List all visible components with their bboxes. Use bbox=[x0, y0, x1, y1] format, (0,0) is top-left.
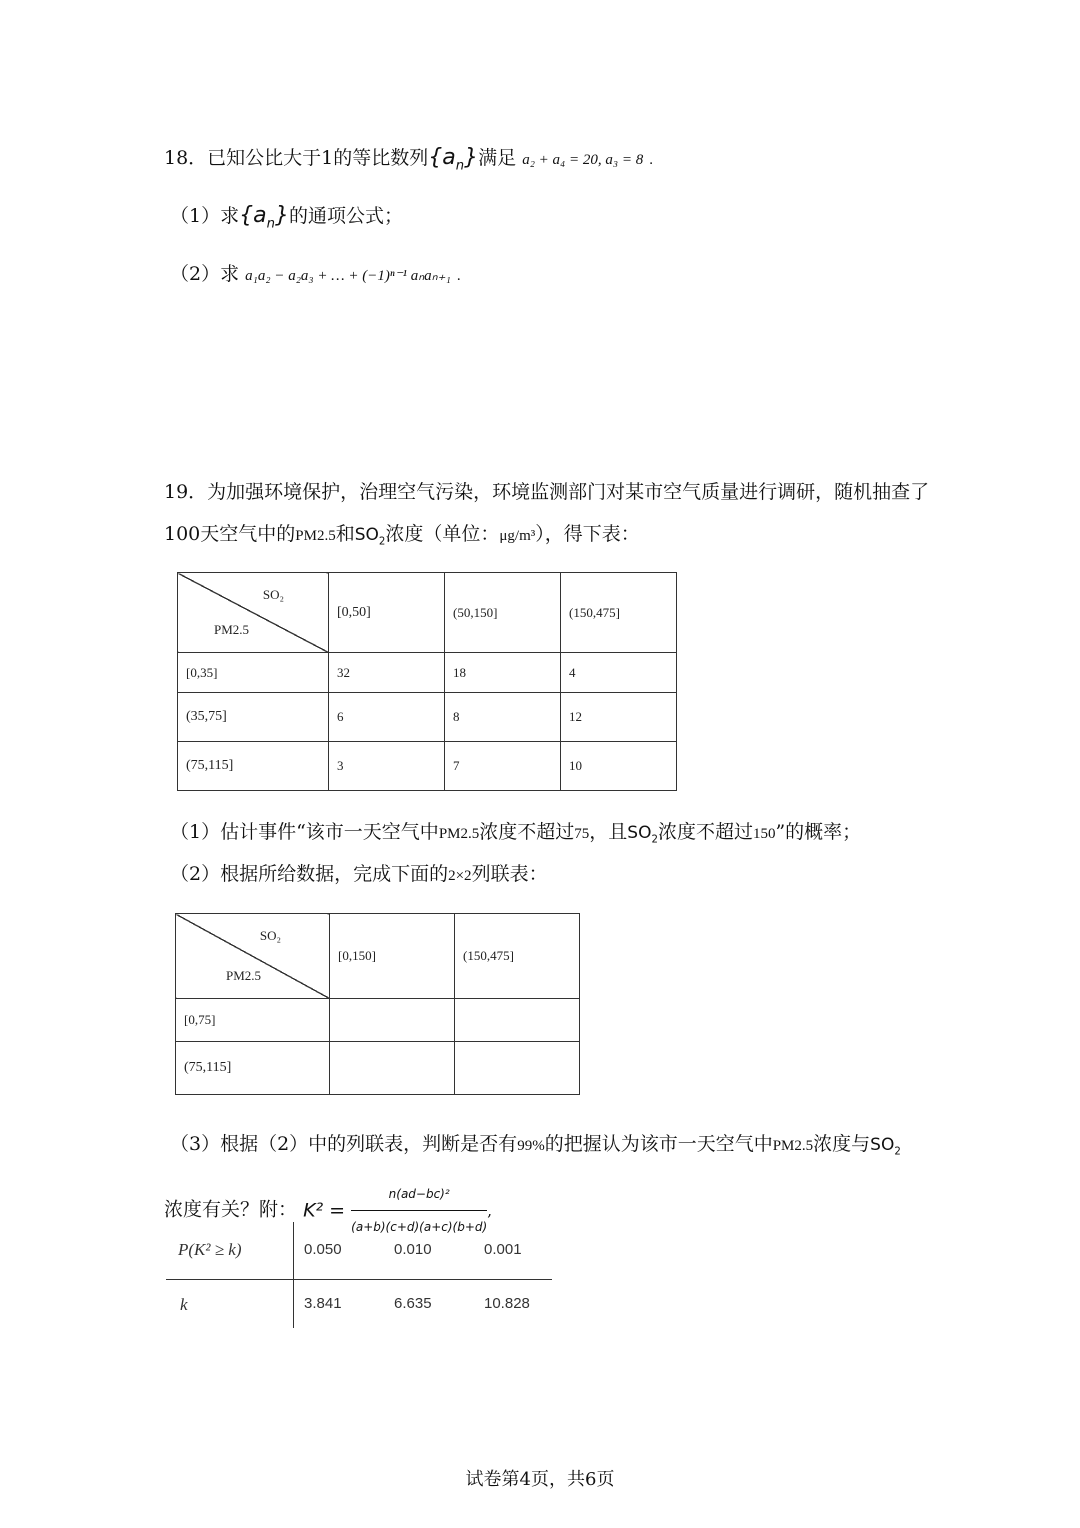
table1-cell: 3 bbox=[329, 742, 445, 791]
ptable-cell: 10.828 bbox=[484, 1295, 530, 1312]
q18-p1-seq: $\{a_n\}$ bbox=[239, 203, 289, 232]
table2-col-header: (150,475] bbox=[455, 914, 580, 999]
so2-label: $SO_2$ bbox=[354, 525, 386, 548]
q18-part1: （1）求$\{a_n\}$的通项公式； bbox=[170, 203, 403, 232]
table1-cell: 10 bbox=[561, 742, 677, 791]
table-row bbox=[176, 1042, 580, 1095]
table1-col-header: (50,150] bbox=[445, 573, 561, 653]
q19-part1: （1）估计事件“该市一天空气中PM2.5浓度不超过75，且$SO_2$浓度不超过150”的概率； bbox=[170, 821, 862, 846]
table-row bbox=[176, 999, 580, 1042]
table2-cell-empty[interactable] bbox=[330, 999, 455, 1042]
table1-corner: SO₂ PM2.5 bbox=[178, 573, 329, 653]
ptable-cell: 0.050 bbox=[304, 1241, 342, 1258]
table2-col-header: [0,150] bbox=[330, 914, 455, 999]
ptable-cell: 3.841 bbox=[304, 1295, 342, 1312]
table2-cell-empty[interactable] bbox=[455, 999, 580, 1042]
q18-stem: 18．已知公比大于1的等比数列$\{a_n\}$满足 a₂ + a₄ = 20, a₃ = 8 . bbox=[164, 145, 653, 174]
q18-mid: 满足 bbox=[478, 147, 517, 169]
table1-cell: 12 bbox=[561, 693, 677, 742]
table2-row-header: (75,115] bbox=[176, 1042, 330, 1095]
q19-part3-line2: 浓度有关？附： K² = $\frac{\text{n(ad−bc)²}}{(a+b)(c+d)(a+c)(b+d)}$ , bbox=[164, 1180, 492, 1241]
q19-stem-line1: 19．为加强环境保护，治理空气污染，环境监测部门对某市空气质量进行调研，随机抽查了 bbox=[164, 481, 930, 503]
table1-col-header: [0,50] bbox=[329, 573, 445, 653]
table1-cell: 8 bbox=[445, 693, 561, 742]
q19-stem-line2: 100天空气中的PM2.5和$SO_2$浓度（单位：μg/m³），得下表： bbox=[164, 523, 640, 548]
table1-row-header: (75,115] bbox=[178, 742, 329, 791]
table2-cell-empty[interactable] bbox=[330, 1042, 455, 1095]
q18-p2-expression: a₁a₂ − a₂a₃ + … + (−1)ⁿ⁻¹ aₙaₙ₊₁ bbox=[245, 268, 451, 284]
table-row bbox=[178, 693, 677, 742]
so2-label: $SO_2$ bbox=[627, 823, 658, 846]
table1-cell: 7 bbox=[445, 742, 561, 791]
q18-part2: （2）求 a₁a₂ − a₂a₃ + … + (−1)ⁿ⁻¹ aₙaₙ₊₁ . bbox=[170, 263, 461, 285]
ptable-row1-label: P(K² ≥ k) bbox=[178, 1240, 242, 1259]
table1-cell: 4 bbox=[561, 653, 677, 693]
table-row bbox=[178, 653, 677, 693]
k-squared-formula: $\frac{\text{n(ad−bc)²}}{(a+b)(c+d)(a+c)(b+d)}$ bbox=[351, 1180, 487, 1241]
q18-condition: a₂ + a₄ = 20, a₃ = 8 bbox=[522, 152, 644, 168]
q18-seq: $\{a_n\}$ bbox=[428, 145, 479, 174]
table2-row-header: [0,75] bbox=[176, 999, 330, 1042]
contingency-table bbox=[175, 913, 580, 1095]
table1-row-header: [0,35] bbox=[178, 653, 329, 693]
so2-label: $SO_2$ bbox=[870, 1135, 901, 1158]
formula-lhs: K² = bbox=[303, 1199, 346, 1222]
q18-lead: 18．已知公比大于1的等比数列 bbox=[164, 147, 429, 169]
table2-corner: SO₂ PM2.5 bbox=[176, 914, 330, 999]
ptable-cell: 0.001 bbox=[484, 1241, 522, 1258]
page-footer: 试卷第4页，共6页 bbox=[465, 1469, 615, 1490]
table1-row-header: (35,75] bbox=[178, 693, 329, 742]
q19-part2: （2）根据所给数据，完成下面的2×2列联表： bbox=[170, 863, 548, 885]
table1-col-header: (150,475] bbox=[561, 573, 677, 653]
ptable-row2-label: k bbox=[180, 1295, 188, 1314]
ptable-cell: 0.010 bbox=[394, 1241, 432, 1258]
critical-value-table bbox=[166, 1222, 552, 1328]
table1-cell: 32 bbox=[329, 653, 445, 693]
table1-cell: 18 bbox=[445, 653, 561, 693]
table2-cell-empty[interactable] bbox=[455, 1042, 580, 1095]
ptable-cell: 6.635 bbox=[394, 1295, 432, 1312]
table1-cell: 6 bbox=[329, 693, 445, 742]
table-row bbox=[178, 742, 677, 791]
pm-so2-data-table bbox=[177, 572, 677, 791]
q19-part3-line1: （3）根据（2）中的列联表，判断是否有99%的把握认为该市一天空气中PM2.5浓度与$SO_2$ bbox=[170, 1133, 901, 1158]
